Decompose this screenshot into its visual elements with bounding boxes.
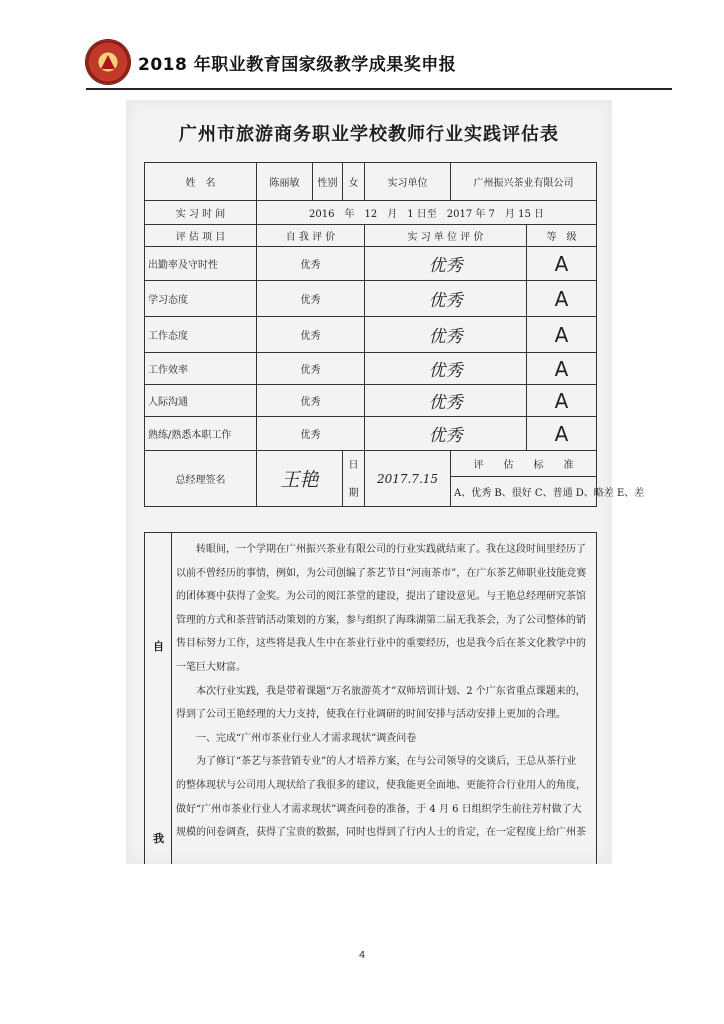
grade-cell: A (527, 353, 597, 385)
grade-cell: A (527, 417, 597, 451)
essay-line: 的整体现状与公司用人现状给了我很多的建议，使我能更全面地、更能符合行业用人的角度， (176, 779, 586, 791)
criteria-text: A、优秀 B、很好 C、普通 D、略差 E、差 (451, 477, 597, 507)
unit-eval-handwriting: 优秀 (365, 417, 527, 451)
sign-date: 2017.7.15 (365, 451, 451, 507)
essay-line: 管理的方式和茶营销活动策划的方案，参与组织了海珠湖第二届无我茶会，为了公司整体的销 (176, 614, 586, 626)
header-divider (86, 88, 672, 90)
header-title: 2018 年职业教育国家级教学成果奖申报 (138, 55, 457, 75)
table-row (145, 247, 597, 281)
grade-cell: A (527, 247, 597, 281)
self-eval-cell: 优秀 (257, 353, 365, 385)
unit-eval-handwriting: 优秀 (365, 281, 527, 317)
table-row (145, 385, 597, 417)
gender-label: 性别 (313, 163, 343, 201)
self-eval-cell: 优秀 (257, 281, 365, 317)
manager-sign-label: 总经理签名 (145, 451, 257, 507)
date-label-2: 期 (343, 477, 365, 507)
unit-eval-handwriting: 优秀 (365, 385, 527, 417)
unit-eval-handwriting: 优秀 (365, 317, 527, 353)
essay-line: 为了修订“茶艺与茶营销专业”的人才培养方案，在与公司领导的交谈后，王总从茶行业 (196, 756, 577, 768)
item-cell: 人际沟通 (145, 385, 257, 417)
grade-header: 等 级 (527, 225, 597, 247)
name-value: 陈丽敏 (257, 163, 313, 201)
page-number: 4 (358, 950, 366, 961)
essay-line: 本次行业实践，我是带着课题“万名旅游英才”双师培训计划、2 个广东省重点课题来的， (196, 685, 586, 697)
grade-cell: A (527, 281, 597, 317)
item-cell: 工作态度 (145, 317, 257, 353)
essay-line: 售目标努力工作，这些将是我人生中在茶业行业中的重要经历，也是我今后在茶文化教学中的 (176, 638, 586, 650)
unit-label: 实习单位 (365, 163, 451, 201)
self-label-char: 自 (153, 640, 164, 653)
table-divider (144, 532, 596, 533)
self-label-column (144, 532, 172, 864)
essay-line: 得到了公司王艳经理的大力支持，使我在行业调研的时间安排与活动安排上更加的合理。 (176, 709, 566, 721)
unit-eval-handwriting: 优秀 (365, 353, 527, 385)
item-cell: 熟练/熟悉本职工作 (145, 417, 257, 451)
award-logo-icon (86, 40, 130, 84)
essay-line: 转眼间，一个学期在广州振兴茶业有限公司的行业实践就结束了。我在这段时间里经历了 (196, 544, 586, 555)
item-header: 评 估 项 目 (145, 225, 257, 247)
table-row (145, 417, 597, 451)
item-cell: 出勤率及守时性 (145, 247, 257, 281)
manager-signature: 王艳 (257, 451, 343, 507)
table-row (145, 353, 597, 385)
self-eval-cell: 优秀 (257, 317, 365, 353)
criteria-title: 评 估 标 准 (451, 451, 597, 477)
item-cell: 工作效率 (145, 353, 257, 385)
unit-value: 广州振兴茶业有限公司 (451, 163, 597, 201)
page-header (0, 0, 724, 92)
gender-value: 女 (343, 163, 365, 201)
essay-line: 以前不曾经历的事情，例如，为公司创编了茶艺节目“河南茶市”，在广东茶艺师职业技能竞赛 (176, 567, 587, 579)
essay-line: 规模的问卷调查，获得了宝贵的数据，同时也得到了行内人士的肯定，在一定程度上给广州茶 (176, 827, 586, 839)
essay-heading: 一、完成“广州市茶业行业人才需求现状”调查问卷 (196, 732, 417, 744)
self-eval-cell: 优秀 (257, 417, 365, 451)
table-row (145, 317, 597, 353)
self-eval-cell: 优秀 (257, 385, 365, 417)
grade-cell: A (527, 317, 597, 353)
grade-cell: A (527, 385, 597, 417)
period-label: 实 习 时 间 (145, 201, 257, 225)
form-title: 广州市旅游商务职业学校教师行业实践评估表 (179, 124, 559, 145)
evaluation-table (144, 162, 645, 507)
table-right-border (596, 532, 597, 864)
self-eval-cell: 优秀 (257, 247, 365, 281)
self-evaluation-text (176, 538, 590, 845)
unit-eval-handwriting: 优秀 (365, 247, 527, 281)
date-label-1: 日 (343, 451, 365, 477)
essay-line: 做好“广州市茶业行业人才需求现状”调查问卷的准备，于 4 月 6 日组织学生前往芳村做了大 (176, 803, 582, 815)
self-label-char: 我 (153, 832, 164, 845)
table-row (145, 281, 597, 317)
name-label: 姓 名 (145, 163, 257, 201)
self-eval-header: 自 我 评 价 (257, 225, 365, 247)
item-cell: 学习态度 (145, 281, 257, 317)
period-value: 2016 年 12 月 1 日至 2017 年 7 月 15 日 (257, 201, 597, 225)
unit-eval-header: 实 习 单 位 评 价 (365, 225, 527, 247)
essay-line: 一笔巨大财富。 (176, 661, 246, 673)
essay-line: 的团体赛中获得了金奖。为公司的阅江茶堂的建设，提出了建设意见。与王艳总经理研究茶馆 (176, 591, 586, 603)
scanned-form (126, 100, 645, 864)
